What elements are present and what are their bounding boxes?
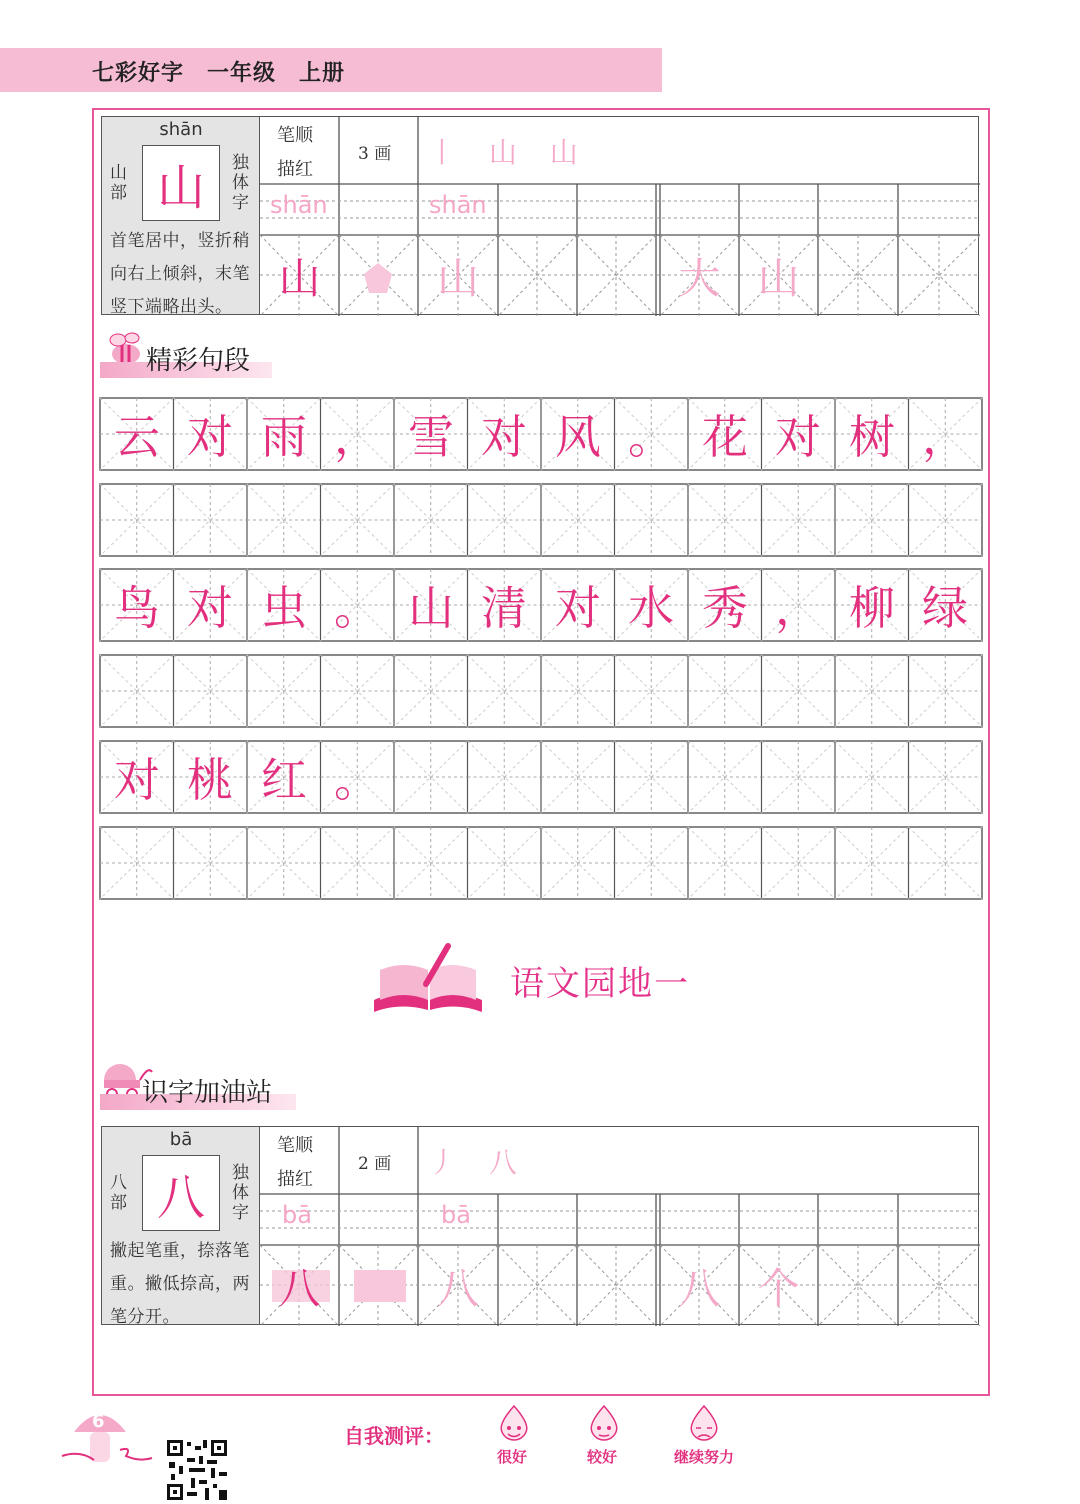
passage-char: 。 xyxy=(628,410,674,464)
sad-drop-icon[interactable] xyxy=(686,1404,722,1444)
section-title-literacy: 识字加油站 xyxy=(142,1078,273,1108)
book-title: 七彩好字 一年级 上册 xyxy=(92,61,346,86)
garden-title: 语文园地一 xyxy=(510,964,690,1004)
passage-char: 雨 xyxy=(261,410,307,464)
passage-char: 对 xyxy=(775,410,821,464)
grid-char-6: 大 xyxy=(678,253,721,303)
passage-grid xyxy=(99,396,983,900)
passage-char: 桃 xyxy=(187,753,233,807)
pinyin-trace-1: bā xyxy=(282,1201,312,1229)
smile-drop-icon[interactable] xyxy=(496,1404,532,1444)
highlight-mark xyxy=(354,1270,406,1302)
writing-tip: 撇起笔重，捺落笔重。撇低捺高，两笔分开。 xyxy=(110,1241,250,1327)
trace-label: 描红 xyxy=(277,1169,313,1190)
qr-code-icon[interactable] xyxy=(165,1438,229,1502)
stroke-sequence: 丿 八 xyxy=(428,1146,529,1179)
passage-char: 雪 xyxy=(408,410,454,464)
open-book-icon xyxy=(370,940,490,1014)
grid-char-1: 八 xyxy=(278,1263,321,1313)
passage-char: 对 xyxy=(114,753,160,807)
passage-char: 。 xyxy=(334,753,380,807)
pinyin-trace-1: shān xyxy=(270,191,328,219)
grid-char-3: 八 xyxy=(436,1263,479,1313)
passage-char: 花 xyxy=(702,410,748,464)
stroke-sequence: 丨 山 山 xyxy=(428,136,590,169)
radical-label: 山部 xyxy=(110,163,127,203)
section-title-passage: 精彩句段 xyxy=(146,346,251,376)
passage-char: 秀 xyxy=(702,581,748,635)
grid-char-3: 山 xyxy=(436,253,479,303)
passage-char: 山 xyxy=(408,581,454,635)
stroke-count: 2 画 xyxy=(358,1154,392,1174)
pinyin-trace-2: shān xyxy=(429,191,487,219)
character-card-ba xyxy=(101,1126,979,1325)
passage-char: ， xyxy=(775,581,821,635)
pentagon-mark xyxy=(364,263,392,293)
passage-char: 。 xyxy=(334,581,380,635)
passage-char: 对 xyxy=(187,581,233,635)
passage-char: 对 xyxy=(187,410,233,464)
passage-char: 对 xyxy=(555,581,601,635)
passage-char: ， xyxy=(922,410,968,464)
practice-grid xyxy=(102,1127,980,1326)
passage-char: 红 xyxy=(261,753,307,807)
self-eval-label: 自我测评： xyxy=(344,1424,444,1448)
grid-char-7: 个 xyxy=(757,1263,800,1313)
structure-label: 独体字 xyxy=(232,1163,249,1223)
character-pinyin: bā xyxy=(169,1129,193,1150)
grid-char-1: 山 xyxy=(278,253,321,303)
passage-char: 树 xyxy=(849,410,895,464)
passage-char: ， xyxy=(334,410,380,464)
passage-char: 清 xyxy=(481,581,527,635)
mushroom-page-icon xyxy=(60,1402,160,1472)
character-card-shan xyxy=(101,116,979,315)
pinyin-trace-2: bā xyxy=(441,1201,471,1229)
writing-tip: 首笔居中，竖折稍向右上倾斜，末笔竖下端略出头。 xyxy=(110,231,250,317)
passage-char: 云 xyxy=(114,410,160,464)
stroke-count: 3 画 xyxy=(358,144,392,164)
character-glyph: 八 xyxy=(156,1169,205,1226)
stroke-order-label: 笔顺 xyxy=(277,1135,313,1156)
character-pinyin: shān xyxy=(159,119,203,140)
neutral-drop-icon[interactable] xyxy=(586,1404,622,1444)
passage-char: 柳 xyxy=(849,581,895,635)
passage-char: 虫 xyxy=(261,581,307,635)
stroke-order-label: 笔顺 xyxy=(277,125,313,146)
passage-char: 对 xyxy=(481,410,527,464)
passage-char: 水 xyxy=(628,581,674,635)
rating-keep-trying[interactable]: 继续努力 xyxy=(673,1448,734,1466)
passage-char: 绿 xyxy=(922,581,968,635)
trace-label: 描红 xyxy=(277,159,313,180)
page-number: 6 xyxy=(92,1411,105,1432)
character-glyph: 山 xyxy=(156,159,205,216)
radical-label: 八部 xyxy=(110,1173,127,1213)
rating-very-good[interactable]: 很好 xyxy=(496,1448,527,1466)
passage-char: 风 xyxy=(555,410,601,464)
structure-label: 独体字 xyxy=(232,153,249,213)
grid-char-7: 山 xyxy=(757,253,800,303)
grid-char-6: 八 xyxy=(678,1263,721,1313)
rating-good[interactable]: 较好 xyxy=(586,1448,617,1466)
passage-char: 鸟 xyxy=(114,581,160,635)
